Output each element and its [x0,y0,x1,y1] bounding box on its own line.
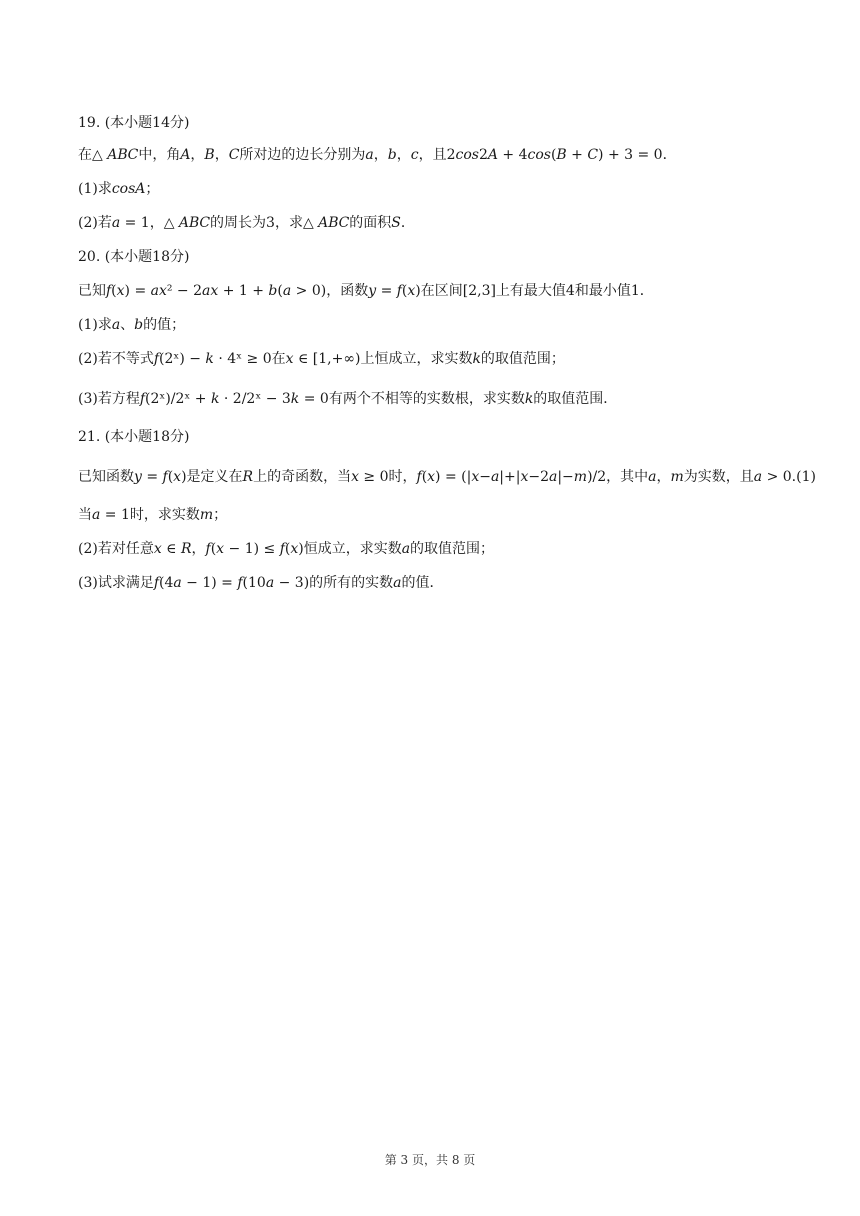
problem-19-stem: 在△ 𝐴𝐵𝐶中，角𝐴，𝐵，𝐶所对边的边长分别为𝑎，𝑏，𝑐，且2𝑐𝑜𝑠2𝐴 + 4𝑐𝑜𝑠(𝐵 + 𝐶) + 3 = 0． [78,147,677,163]
problem-20-part-1: (1)求𝑎、𝑏的值； [78,317,186,333]
problem-20-header: 20. (本小题18分) [78,249,190,265]
problem-21-header: 21. (本小题18分) [78,429,190,445]
problem-21-part-1-continued: 当𝑎 = 1时，求实数𝑚； [78,507,228,523]
problem-19-part-2: (2)若𝑎 = 1，△ 𝐴𝐵𝐶的周长为3，求△ 𝐴𝐵𝐶的面积𝑆． [78,215,415,231]
problem-20-part-2: (2)若不等式𝑓(2ˣ) − 𝑘 · 4ˣ ≥ 0在𝑥 ∈ [1,+∞)上恒成立，求实数𝑘的取值范围； [78,351,565,367]
page-footer: 第 3 页，共 8 页 [384,1153,476,1167]
problem-21-part-3: (3)试求满足𝑓(4𝑎 − 1) = 𝑓(10𝑎 − 3)的所有的实数𝑎的值． [78,575,444,591]
problem-19-header: 19. (本小题14分) [78,115,190,131]
problem-21-stem: 已知函数𝑦 = 𝑓(𝑥)是定义在𝑅上的奇函数，当𝑥 ≥ 0时，𝑓(𝑥) = (|𝑥−𝑎|+|𝑥−2𝑎|−𝑚)/2，其中𝑎，𝑚为实数，且𝑎 > 0.(1) [78,469,816,485]
problem-20-part-3: (3)若方程𝑓(2ˣ)/2ˣ + 𝑘 · 2/2ˣ − 3𝑘 = 0有两个不相等的实数根，求实数𝑘的取值范围． [78,391,618,407]
problem-21-part-2: (2)若对任意𝑥 ∈ 𝑅，𝑓(𝑥 − 1) ≤ 𝑓(𝑥)恒成立，求实数𝑎的取值范围； [78,541,495,557]
problem-20-stem: 已知𝑓(𝑥) = 𝑎𝑥² − 2𝑎𝑥 + 1 + 𝑏(𝑎 > 0)，函数𝑦 = 𝑓(𝑥)在区间[2,3]上有最大值4和最小值1． [78,283,654,299]
problem-19-part-1: (1)求𝑐𝑜𝑠𝐴； [78,181,160,197]
